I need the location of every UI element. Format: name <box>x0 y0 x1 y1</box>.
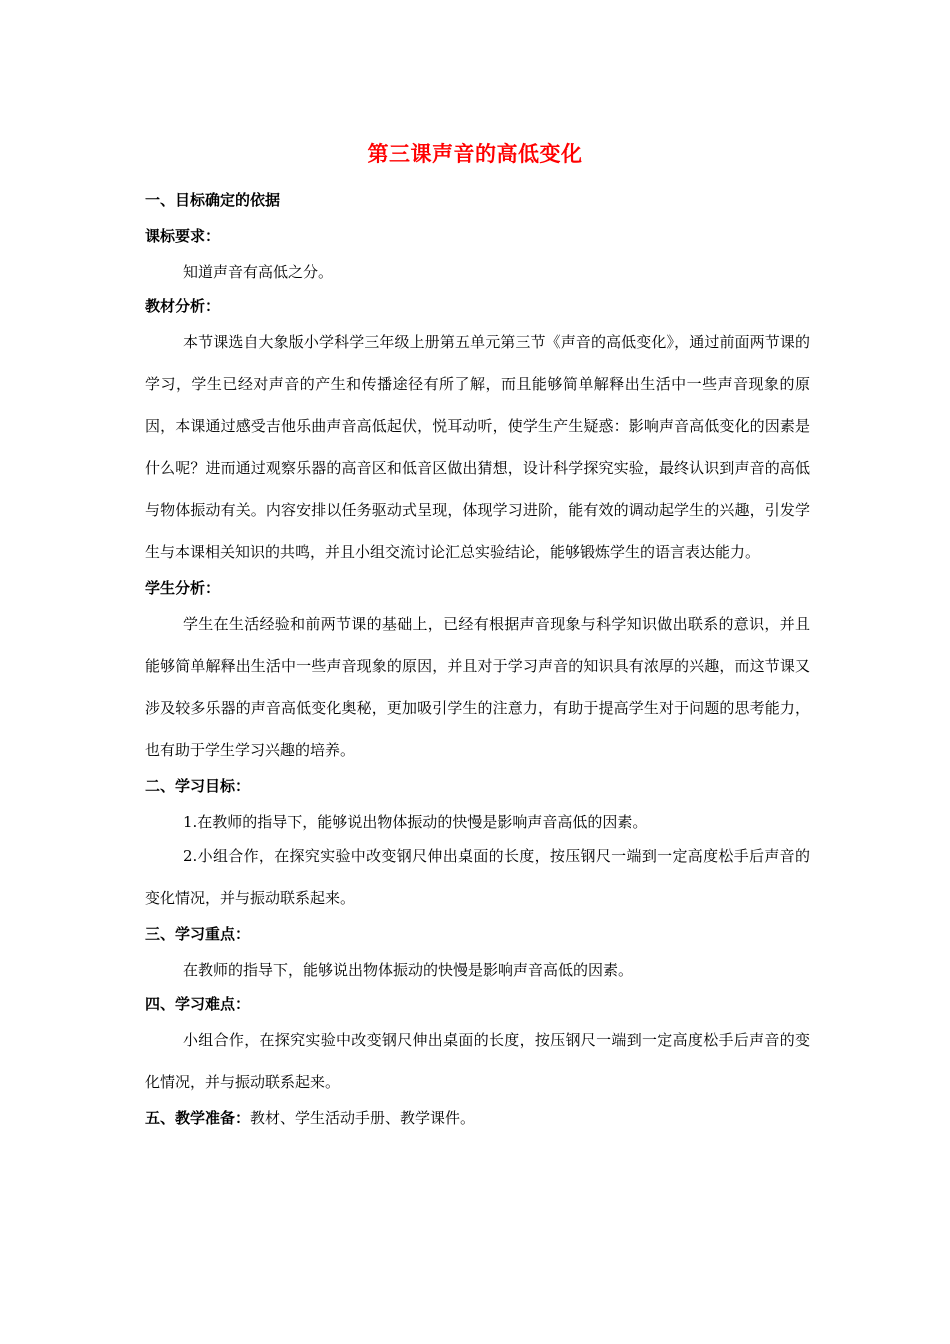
subheading-standards: 课标要求： <box>145 227 221 245</box>
page-title: 第三课声音的高低变化 <box>367 142 583 166</box>
paragraph-standards: 知道声音有高低之分。 <box>183 263 334 281</box>
paragraph-student-analysis: 学生在生活经验和前两节课的基础上，已经有根据声音现象与科学知识做出联系的意识，并且能够简单解释出生活中一些声音现象的原因，并且对于学习声音的知识具有浓厚的兴趣，而这节课又涉及较多乐器的声音高低变化奥秘，更加吸引学生的注意力，有助于提高学生对于问题的思考能力，也有助于学生学习兴趣的培养。 <box>145 615 810 759</box>
preparation-text: 教材、学生活动手册、教学课件。 <box>250 1109 476 1127</box>
section-heading-goals: 二、学习目标： <box>145 777 251 795</box>
section-heading-preparation <box>145 1107 810 1129</box>
paragraph-difficulties: 小组合作，在探究实验中改变钢尺伸出桌面的长度，按压钢尺一端到一定高度松手后声音的变化情况，并与振动联系起来。 <box>145 1031 810 1091</box>
preparation-label: 五、教学准备： <box>145 1109 251 1127</box>
paragraph-key-points: 在教师的指导下，能够说出物体振动的快慢是影响声音高低的因素。 <box>183 961 634 979</box>
paragraph-textbook-analysis: 本节课选自大象版小学科学三年级上册第五单元第三节《声音的高低变化》，通过前面两节课的学习，学生已经对声音的产生和传播途径有所了解，而且能够简单解释出生活中一些声音现象的原因，本课通过感受吉他乐曲声音高低起伏，悦耳动听，使学生产生疑惑：影响声音高低变化的因素是什么呢？进而通过观察乐器的高音区和低音区做出猜想，设计科学探究实验，最终认识到声音的高低与物体振动有关。内容安排以任务驱动式呈现，体现学习进阶，能有效的调动起学生的兴趣，引发学生与本课相关知识的共鸣，并且小组交流讨论汇总实验结论，能够锻炼学生的语言表达能力。 <box>145 333 810 561</box>
paragraph-goal-2: 2.小组合作，在探究实验中改变钢尺伸出桌面的长度，按压钢尺一端到一定高度松手后声音的变化情况，并与振动联系起来。 <box>145 847 810 907</box>
section-heading-key-points: 三、学习重点： <box>145 925 251 943</box>
section-heading-basis: 一、目标确定的依据 <box>145 191 281 209</box>
document-body <box>145 189 810 1143</box>
subheading-textbook-analysis: 教材分析： <box>145 297 221 315</box>
section-heading-difficulties: 四、学习难点： <box>145 995 251 1013</box>
paragraph-goal-1: 1.在教师的指导下，能够说出物体振动的快慢是影响声音高低的因素。 <box>183 813 648 831</box>
subheading-student-analysis: 学生分析： <box>145 579 221 597</box>
